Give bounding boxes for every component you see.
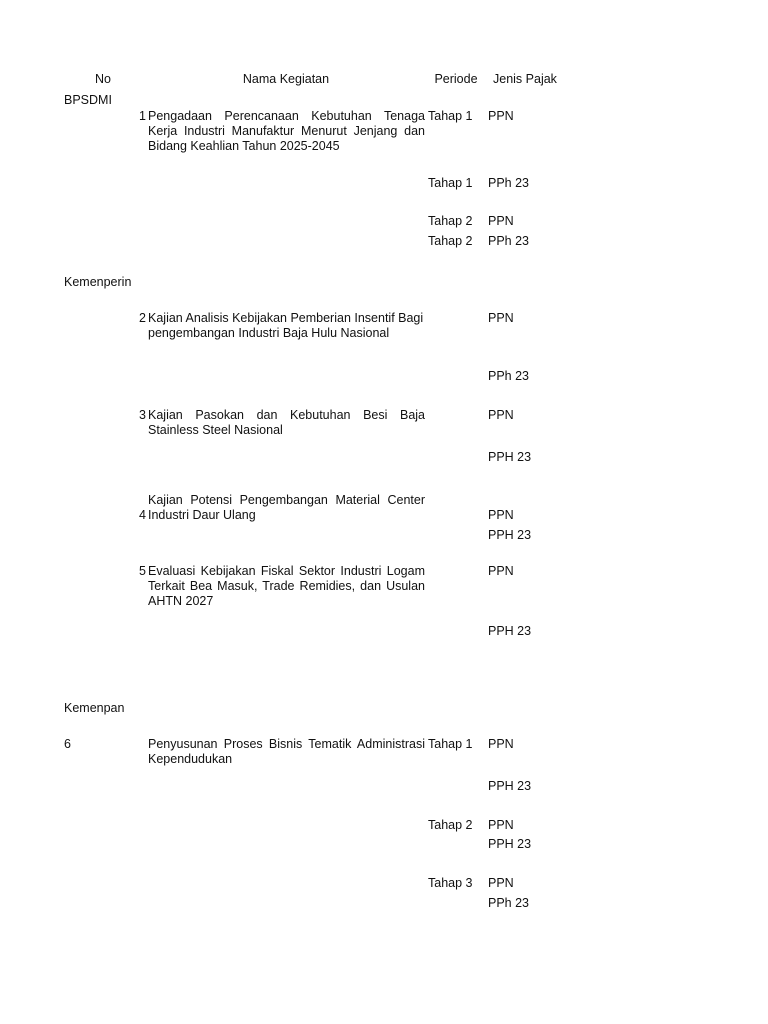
row-4-pajak-2: PPH 23 (488, 528, 532, 542)
row-6-pajak-3: PPN (488, 818, 514, 832)
row-3-nama-kegiatan: Kajian Pasokan dan Kebutuhan Besi Baja Stainless Steel Nasional (148, 408, 425, 437)
row-6-nama-kegiatan: Penyusunan Proses Bisnis Tematik Administrasi Kependudukan (148, 737, 425, 766)
row-5-no: 5 (139, 564, 146, 578)
row-5-nama-kegiatan: Evaluasi Kebijakan Fiskal Sektor Industri Logam Terkait Bea Masuk, Trade Remidies, dan Usulan AHTN 2027 (148, 564, 425, 608)
section-kemenpan: Kemenpan (64, 701, 125, 715)
section-bpsdmi: BPSDMI (64, 93, 112, 107)
row-6-pajak-2: PPH 23 (488, 779, 532, 793)
header-nama-kegiatan: Nama Kegiatan (242, 72, 330, 86)
row-3-pajak-2: PPH 23 (488, 450, 532, 464)
row-6-periode-5: Tahap 3 (428, 876, 473, 890)
row-6-periode-1: Tahap 1 (428, 737, 473, 751)
row-6-pajak-5: PPN (488, 876, 514, 890)
row-1-nama-kegiatan: Pengadaan Perencanaan Kebutuhan Tenaga Kerja Industri Manufaktur Menurut Jenjang dan Bidang Keahlian Tahun 2025-2045 (148, 109, 425, 153)
row-6-pajak-1: PPN (488, 737, 514, 751)
header-no: No (95, 72, 111, 86)
row-1-pajak-2: PPh 23 (488, 176, 530, 190)
row-1-periode-3: Tahap 2 (428, 214, 473, 228)
row-1-periode-1: Tahap 1 (428, 109, 473, 123)
row-1-periode-2: Tahap 1 (428, 176, 473, 190)
row-1-pajak-3: PPN (488, 214, 514, 228)
header-periode: Periode (434, 72, 478, 86)
row-6-pajak-4: PPH 23 (488, 837, 532, 851)
row-1-pajak-4: PPh 23 (488, 234, 530, 248)
row-2-pajak-1: PPN (488, 311, 514, 325)
row-5-pajak-1: PPN (488, 564, 514, 578)
row-6-pajak-6: PPh 23 (488, 896, 530, 910)
row-5-pajak-2: PPH 23 (488, 624, 532, 638)
row-4-no: 4 (139, 508, 146, 522)
row-2-no: 2 (139, 311, 146, 325)
row-6-periode-3: Tahap 2 (428, 818, 473, 832)
header-jenis-pajak: Jenis Pajak (493, 72, 557, 86)
row-2-nama-line-1: Kajian Analisis Kebijakan Pemberian Insentif Bagi (148, 311, 424, 325)
row-2-nama-line-2: pengembangan Industri Baja Hulu Nasional (148, 326, 390, 340)
row-4-pajak-1: PPN (488, 508, 514, 522)
row-1-no: 1 (139, 109, 146, 123)
row-4-nama-line-2: Industri Daur Ulang (148, 508, 256, 522)
row-2-pajak-2: PPh 23 (488, 369, 530, 383)
row-3-no: 3 (139, 408, 146, 422)
section-kemenperin: Kemenperin (64, 275, 132, 289)
row-3-pajak-1: PPN (488, 408, 514, 422)
row-1-periode-4: Tahap 2 (428, 234, 473, 248)
row-4-nama-line-1: Kajian Potensi Pengembangan Material Center (148, 493, 425, 507)
row-1-pajak-1: PPN (488, 109, 514, 123)
row-6-no: 6 (64, 737, 71, 751)
